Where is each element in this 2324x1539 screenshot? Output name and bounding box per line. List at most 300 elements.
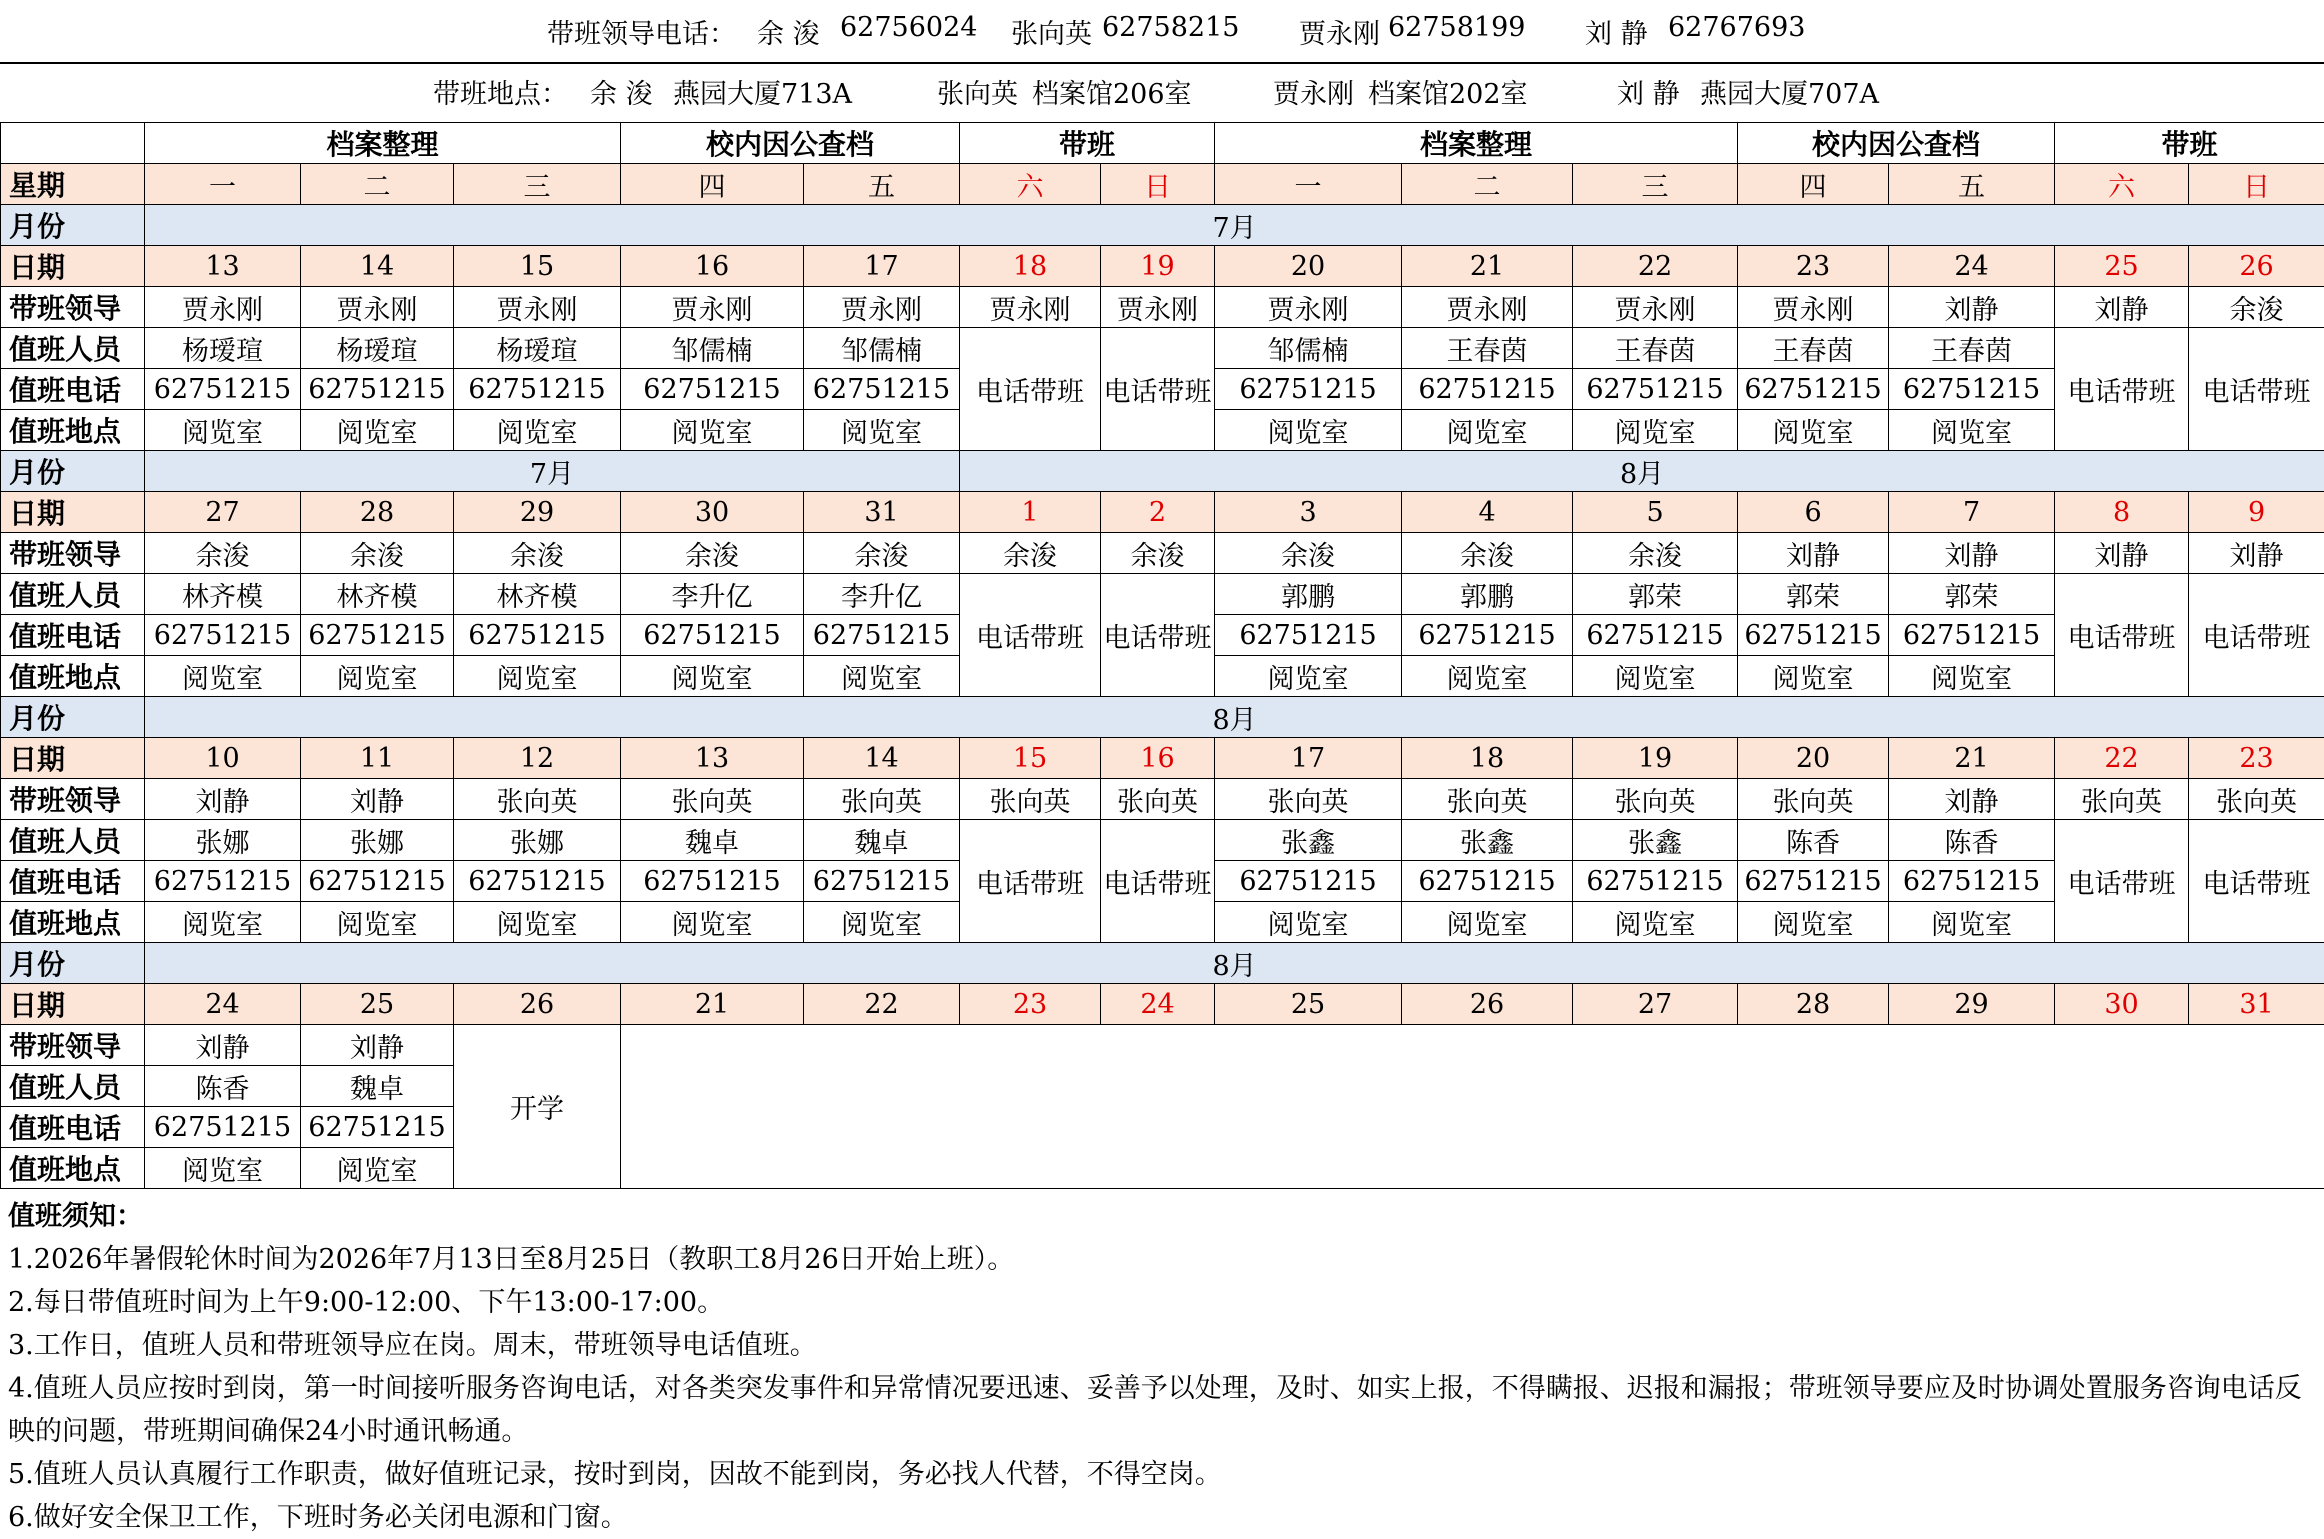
phone-duty-cell: 电话带班 — [960, 574, 1101, 697]
leader-cell: 余浚 — [1402, 533, 1573, 574]
month-row — [1, 451, 2324, 492]
staff-label: 值班人员 — [1, 820, 145, 861]
place-cell: 阅览室 — [804, 656, 960, 697]
date-cell: 28 — [301, 492, 454, 533]
location-name: 刘 静 — [1617, 72, 1680, 111]
place-cell: 阅览室 — [301, 1148, 454, 1189]
place-cell: 阅览室 — [454, 902, 621, 943]
date-cell: 22 — [1573, 246, 1738, 287]
date-cell: 5 — [1573, 492, 1738, 533]
staff-cell: 杨瑷瑄 — [145, 328, 301, 369]
place-cell: 阅览室 — [1402, 902, 1573, 943]
date-cell: 12 — [454, 738, 621, 779]
phone-cell: 62751215 — [1573, 615, 1738, 656]
phone-duty-cell: 电话带班 — [2055, 574, 2189, 697]
date-row — [1, 984, 2324, 1025]
location-value: 档案馆206室 — [1032, 72, 1192, 111]
leader-cell: 张向英 — [1215, 779, 1402, 820]
date-row — [1, 738, 2324, 779]
leader-cell: 刘静 — [301, 1025, 454, 1066]
month-cell: 8月 — [960, 451, 2324, 492]
phone-cell: 62751215 — [804, 369, 960, 410]
phone-cell: 62751215 — [1889, 369, 2055, 410]
weekday-cell: 六 — [2055, 164, 2189, 205]
leader-cell: 余浚 — [301, 533, 454, 574]
leader-cell: 余浚 — [2189, 287, 2324, 328]
place-cell: 阅览室 — [454, 410, 621, 451]
leader-cell: 刘静 — [2189, 533, 2324, 574]
leader-cell: 刘静 — [1738, 533, 1889, 574]
place-cell: 阅览室 — [1889, 410, 2055, 451]
phone-cell: 62751215 — [1215, 861, 1402, 902]
place-label: 值班地点 — [1, 1148, 145, 1189]
date-cell: 19 — [1101, 246, 1215, 287]
month-label: 月份 — [1, 205, 145, 246]
date-cell: 24 — [1101, 984, 1215, 1025]
staff-cell: 林齐模 — [145, 574, 301, 615]
weekday-cell: 五 — [1889, 164, 2055, 205]
location-name: 张向英 — [937, 72, 1018, 111]
leader-cell: 余浚 — [960, 533, 1101, 574]
staff-cell: 邹儒楠 — [621, 328, 804, 369]
staff-cell: 张鑫 — [1402, 820, 1573, 861]
leader-cell: 张向英 — [621, 779, 804, 820]
leader-cell: 贾永刚 — [1402, 287, 1573, 328]
place-cell: 阅览室 — [621, 902, 804, 943]
leader-cell: 刘静 — [1889, 533, 2055, 574]
phone-cell: 62751215 — [454, 615, 621, 656]
phone-cell: 62751215 — [145, 861, 301, 902]
leader-label: 带班领导 — [1, 1025, 145, 1066]
leader-phone: 62758199 — [1388, 12, 1525, 43]
date-cell: 20 — [1215, 246, 1402, 287]
date-cell: 23 — [2189, 738, 2324, 779]
date-cell: 14 — [301, 246, 454, 287]
date-cell: 14 — [804, 738, 960, 779]
leader-cell: 贾永刚 — [1215, 287, 1402, 328]
leader-cell: 贾永刚 — [301, 287, 454, 328]
leader-cell: 张向英 — [2189, 779, 2324, 820]
staff-cell: 林齐模 — [301, 574, 454, 615]
place-label: 值班地点 — [1, 902, 145, 943]
date-cell: 22 — [804, 984, 960, 1025]
phone-cell: 62751215 — [621, 615, 804, 656]
date-cell: 30 — [2055, 984, 2189, 1025]
staff-cell: 王春茵 — [1889, 328, 2055, 369]
staff-cell: 林齐模 — [454, 574, 621, 615]
date-cell: 29 — [454, 492, 621, 533]
leader-cell: 贾永刚 — [1573, 287, 1738, 328]
leader-cell: 余浚 — [1573, 533, 1738, 574]
phone-cell: 62751215 — [621, 861, 804, 902]
date-cell: 18 — [1402, 738, 1573, 779]
leader-name: 余 浚 — [757, 12, 820, 51]
phone-label: 值班电话 — [1, 369, 145, 410]
leader-cell: 余浚 — [621, 533, 804, 574]
weekday-cell: 四 — [621, 164, 804, 205]
leader-name: 贾永刚 — [1299, 12, 1380, 51]
leader-label: 带班领导 — [1, 287, 145, 328]
staff-cell: 张娜 — [145, 820, 301, 861]
place-cell: 阅览室 — [301, 902, 454, 943]
place-cell: 阅览室 — [145, 410, 301, 451]
place-cell: 阅览室 — [621, 656, 804, 697]
leader-cell: 余浚 — [145, 533, 301, 574]
phone-cell: 62751215 — [1402, 861, 1573, 902]
weekday-label: 星期 — [1, 164, 145, 205]
staff-cell: 郭荣 — [1738, 574, 1889, 615]
location-value: 燕园大厦707A — [1700, 72, 1879, 111]
phone-label: 值班电话 — [1, 615, 145, 656]
note-item: 3.工作日，值班人员和带班领导应在岗。周末，带班领导电话值班。 — [8, 1324, 2318, 1367]
place-cell: 阅览室 — [301, 656, 454, 697]
date-cell: 24 — [1889, 246, 2055, 287]
leader-cell: 刘静 — [2055, 533, 2189, 574]
leader-cell: 张向英 — [1101, 779, 1215, 820]
date-cell: 31 — [2189, 984, 2324, 1025]
leader-cell: 贾永刚 — [454, 287, 621, 328]
category-header: 校内因公查档 — [1738, 123, 2055, 164]
leader-cell: 余浚 — [804, 533, 960, 574]
location-header — [0, 72, 2324, 112]
date-cell: 29 — [1889, 984, 2055, 1025]
date-cell: 3 — [1215, 492, 1402, 533]
leader-name: 刘 静 — [1585, 12, 1648, 51]
note-item: 2.每日带值班时间为上午9:00-12:00、下午13:00-17:00。 — [8, 1281, 2318, 1324]
weekday-row — [1, 164, 2324, 205]
phone-duty-cell: 电话带班 — [1101, 820, 1215, 943]
leader-cell: 刘静 — [1889, 779, 2055, 820]
staff-cell: 张鑫 — [1215, 820, 1402, 861]
phone-duty-cell: 电话带班 — [2189, 574, 2324, 697]
month-cell: 7月 — [145, 451, 960, 492]
date-cell: 9 — [2189, 492, 2324, 533]
staff-cell: 张鑫 — [1573, 820, 1738, 861]
leader-cell: 余浚 — [1215, 533, 1402, 574]
leader-name: 张向英 — [1011, 12, 1092, 51]
header-divider — [0, 62, 2324, 64]
staff-cell: 陈香 — [1889, 820, 2055, 861]
date-cell: 4 — [1402, 492, 1573, 533]
place-cell: 阅览室 — [1402, 410, 1573, 451]
date-cell: 13 — [621, 738, 804, 779]
weekday-cell: 三 — [1573, 164, 1738, 205]
date-cell: 21 — [1889, 738, 2055, 779]
staff-cell: 王春茵 — [1573, 328, 1738, 369]
note-item: 1.2026年暑假轮休时间为2026年7月13日至8月25日（教职工8月26日开始上班）。 — [8, 1238, 2318, 1281]
weekday-cell: 二 — [1402, 164, 1573, 205]
date-cell: 26 — [454, 984, 621, 1025]
leader-row — [1, 1025, 2324, 1066]
leader-row — [1, 287, 2324, 328]
date-cell: 7 — [1889, 492, 2055, 533]
duty-notes — [8, 1195, 2318, 1539]
staff-cell: 李升亿 — [621, 574, 804, 615]
staff-label: 值班人员 — [1, 1066, 145, 1107]
phone-cell: 62751215 — [301, 369, 454, 410]
date-cell: 20 — [1738, 738, 1889, 779]
notes-title: 值班须知： — [8, 1195, 2318, 1238]
corner-cell — [1, 123, 145, 164]
weekday-cell: 日 — [1101, 164, 1215, 205]
leader-cell: 贾永刚 — [1101, 287, 1215, 328]
month-row — [1, 205, 2324, 246]
leader-cell: 张向英 — [960, 779, 1101, 820]
staff-row — [1, 574, 2324, 615]
date-cell: 31 — [804, 492, 960, 533]
phone-label: 值班电话 — [1, 1107, 145, 1148]
date-cell: 23 — [960, 984, 1101, 1025]
date-cell: 23 — [1738, 246, 1889, 287]
school-start-cell: 开学 — [454, 1025, 621, 1189]
place-cell: 阅览室 — [145, 1148, 301, 1189]
place-label: 值班地点 — [1, 410, 145, 451]
phone-cell: 62751215 — [1215, 369, 1402, 410]
staff-row — [1, 328, 2324, 369]
date-cell: 16 — [621, 246, 804, 287]
phone-cell: 62751215 — [145, 369, 301, 410]
month-row — [1, 697, 2324, 738]
month-label: 月份 — [1, 697, 145, 738]
staff-cell: 魏卓 — [301, 1066, 454, 1107]
leader-row — [1, 779, 2324, 820]
leader-cell: 张向英 — [454, 779, 621, 820]
date-cell: 16 — [1101, 738, 1215, 779]
date-cell: 10 — [145, 738, 301, 779]
phone-cell: 62751215 — [301, 861, 454, 902]
staff-cell: 魏卓 — [804, 820, 960, 861]
phone-duty-cell: 电话带班 — [2055, 820, 2189, 943]
date-cell: 24 — [145, 984, 301, 1025]
staff-cell: 郭鹏 — [1402, 574, 1573, 615]
date-cell: 21 — [1402, 246, 1573, 287]
phone-cell: 62751215 — [804, 615, 960, 656]
date-cell: 25 — [301, 984, 454, 1025]
month-label: 月份 — [1, 451, 145, 492]
date-cell: 8 — [2055, 492, 2189, 533]
date-cell: 28 — [1738, 984, 1889, 1025]
leader-cell: 张向英 — [804, 779, 960, 820]
weekday-cell: 二 — [301, 164, 454, 205]
category-header: 带班 — [960, 123, 1215, 164]
note-item: 6.做好安全保卫工作，下班时务必关闭电源和门窗。 — [8, 1496, 2318, 1539]
leader-cell: 张向英 — [1738, 779, 1889, 820]
location-value: 燕园大厦713A — [673, 72, 852, 111]
phone-cell: 62751215 — [301, 615, 454, 656]
place-cell: 阅览室 — [1215, 410, 1402, 451]
location-label: 带班地点： — [433, 72, 568, 111]
phone-cell: 62751215 — [1402, 615, 1573, 656]
month-label: 月份 — [1, 943, 145, 984]
date-cell: 1 — [960, 492, 1101, 533]
date-label: 日期 — [1, 738, 145, 779]
place-cell: 阅览室 — [1738, 410, 1889, 451]
date-cell: 19 — [1573, 738, 1738, 779]
leader-cell: 贾永刚 — [145, 287, 301, 328]
staff-cell: 李升亿 — [804, 574, 960, 615]
leader-cell: 余浚 — [1101, 533, 1215, 574]
staff-cell: 陈香 — [145, 1066, 301, 1107]
month-cell: 8月 — [145, 697, 2324, 738]
leader-label: 带班领导 — [1, 533, 145, 574]
phone-duty-cell: 电话带班 — [2189, 820, 2324, 943]
phone-cell: 62751215 — [621, 369, 804, 410]
phone-cell: 62751215 — [1738, 615, 1889, 656]
phone-cell: 62751215 — [301, 1107, 454, 1148]
place-cell: 阅览室 — [1573, 410, 1738, 451]
staff-row — [1, 820, 2324, 861]
weekday-cell: 日 — [2189, 164, 2324, 205]
phone-cell: 62751215 — [454, 369, 621, 410]
leader-cell: 张向英 — [2055, 779, 2189, 820]
leader-cell: 贾永刚 — [621, 287, 804, 328]
phone-duty-cell: 电话带班 — [1101, 328, 1215, 451]
place-cell: 阅览室 — [454, 656, 621, 697]
phone-cell: 62751215 — [1889, 861, 2055, 902]
location-name: 贾永刚 — [1273, 72, 1354, 111]
category-header: 档案整理 — [145, 123, 621, 164]
phone-cell: 62751215 — [1215, 615, 1402, 656]
date-cell: 6 — [1738, 492, 1889, 533]
place-cell: 阅览室 — [1215, 656, 1402, 697]
date-cell: 11 — [301, 738, 454, 779]
location-value: 档案馆202室 — [1368, 72, 1528, 111]
leader-phone: 62767693 — [1668, 12, 1805, 43]
place-cell: 阅览室 — [1738, 902, 1889, 943]
weekday-cell: 三 — [454, 164, 621, 205]
date-label: 日期 — [1, 984, 145, 1025]
phone-label: 值班电话 — [1, 861, 145, 902]
category-header: 校内因公查档 — [621, 123, 960, 164]
category-header: 档案整理 — [1215, 123, 1738, 164]
weekday-cell: 一 — [145, 164, 301, 205]
date-cell: 30 — [621, 492, 804, 533]
weekday-cell: 四 — [1738, 164, 1889, 205]
place-cell: 阅览室 — [1215, 902, 1402, 943]
phone-cell: 62751215 — [145, 615, 301, 656]
date-cell: 27 — [145, 492, 301, 533]
staff-cell: 邹儒楠 — [1215, 328, 1402, 369]
leader-cell: 余浚 — [454, 533, 621, 574]
place-cell: 阅览室 — [804, 902, 960, 943]
leader-phone: 62758215 — [1102, 12, 1239, 43]
place-label: 值班地点 — [1, 656, 145, 697]
phone-duty-cell: 电话带班 — [1101, 574, 1215, 697]
duty-schedule-table — [0, 122, 2324, 1189]
staff-cell: 杨瑷瑄 — [301, 328, 454, 369]
date-cell: 13 — [145, 246, 301, 287]
staff-cell: 张娜 — [301, 820, 454, 861]
place-cell: 阅览室 — [1573, 656, 1738, 697]
leader-cell: 刘静 — [1889, 287, 2055, 328]
leader-row — [1, 533, 2324, 574]
staff-cell: 张娜 — [454, 820, 621, 861]
date-cell: 21 — [621, 984, 804, 1025]
date-cell: 17 — [804, 246, 960, 287]
weekday-cell: 一 — [1215, 164, 1402, 205]
phone-duty-cell: 电话带班 — [960, 328, 1101, 451]
phone-cell: 62751215 — [145, 1107, 301, 1148]
phone-cell: 62751215 — [1889, 615, 2055, 656]
leader-cell: 张向英 — [1402, 779, 1573, 820]
date-cell: 25 — [1215, 984, 1402, 1025]
staff-cell: 王春茵 — [1402, 328, 1573, 369]
date-row — [1, 492, 2324, 533]
staff-cell: 陈香 — [1738, 820, 1889, 861]
date-cell: 2 — [1101, 492, 1215, 533]
staff-cell: 邹儒楠 — [804, 328, 960, 369]
note-item: 5.值班人员认真履行工作职责，做好值班记录，按时到岗，因故不能到岗，务必找人代替，不得空岗。 — [8, 1453, 2318, 1496]
blank-area — [621, 1025, 2324, 1189]
weekday-cell: 五 — [804, 164, 960, 205]
place-cell: 阅览室 — [1889, 656, 2055, 697]
date-label: 日期 — [1, 492, 145, 533]
staff-cell: 魏卓 — [621, 820, 804, 861]
month-row — [1, 943, 2324, 984]
place-cell: 阅览室 — [1738, 656, 1889, 697]
leader-cell: 贾永刚 — [1738, 287, 1889, 328]
date-cell: 27 — [1573, 984, 1738, 1025]
weekday-cell: 六 — [960, 164, 1101, 205]
date-cell: 17 — [1215, 738, 1402, 779]
phone-duty-cell: 电话带班 — [2189, 328, 2324, 451]
date-label: 日期 — [1, 246, 145, 287]
date-cell: 26 — [2189, 246, 2324, 287]
category-header: 带班 — [2055, 123, 2324, 164]
staff-cell: 郭荣 — [1573, 574, 1738, 615]
leader-label: 带班领导 — [1, 779, 145, 820]
leader-cell: 刘静 — [145, 1025, 301, 1066]
staff-cell: 杨瑷瑄 — [454, 328, 621, 369]
date-row — [1, 246, 2324, 287]
place-cell: 阅览室 — [145, 656, 301, 697]
date-cell: 26 — [1402, 984, 1573, 1025]
phone-duty-cell: 电话带班 — [2055, 328, 2189, 451]
place-cell: 阅览室 — [301, 410, 454, 451]
location-name: 余 浚 — [590, 72, 653, 111]
place-cell: 阅览室 — [621, 410, 804, 451]
date-cell: 22 — [2055, 738, 2189, 779]
staff-cell: 王春茵 — [1738, 328, 1889, 369]
staff-label: 值班人员 — [1, 328, 145, 369]
leader-phone-header — [0, 12, 2324, 52]
note-item: 4.值班人员应按时到岗，第一时间接听服务咨询电话，对各类突发事件和异常情况要迅速、妥善予以处理，及时、如实上报，不得瞒报、迟报和漏报；带班领导要应及时协调处置服务咨询电话反映的问题，带班期间确保24小时通讯畅通。 — [8, 1367, 2318, 1453]
leader-phone-label: 带班领导电话： — [547, 12, 736, 51]
month-cell: 8月 — [145, 943, 2324, 984]
month-cell: 7月 — [145, 205, 2324, 246]
place-cell: 阅览室 — [1889, 902, 2055, 943]
date-cell: 15 — [960, 738, 1101, 779]
leader-cell: 刘静 — [2055, 287, 2189, 328]
leader-cell: 贾永刚 — [960, 287, 1101, 328]
place-cell: 阅览室 — [1573, 902, 1738, 943]
staff-cell: 郭荣 — [1889, 574, 2055, 615]
date-cell: 18 — [960, 246, 1101, 287]
phone-cell: 62751215 — [1738, 861, 1889, 902]
phone-duty-cell: 电话带班 — [960, 820, 1101, 943]
phone-cell: 62751215 — [804, 861, 960, 902]
staff-label: 值班人员 — [1, 574, 145, 615]
leader-cell: 张向英 — [1573, 779, 1738, 820]
place-cell: 阅览室 — [1402, 656, 1573, 697]
phone-cell: 62751215 — [454, 861, 621, 902]
leader-cell: 刘静 — [145, 779, 301, 820]
phone-cell: 62751215 — [1738, 369, 1889, 410]
category-row — [1, 123, 2324, 164]
phone-cell: 62751215 — [1573, 369, 1738, 410]
leader-cell: 刘静 — [301, 779, 454, 820]
place-cell: 阅览室 — [145, 902, 301, 943]
